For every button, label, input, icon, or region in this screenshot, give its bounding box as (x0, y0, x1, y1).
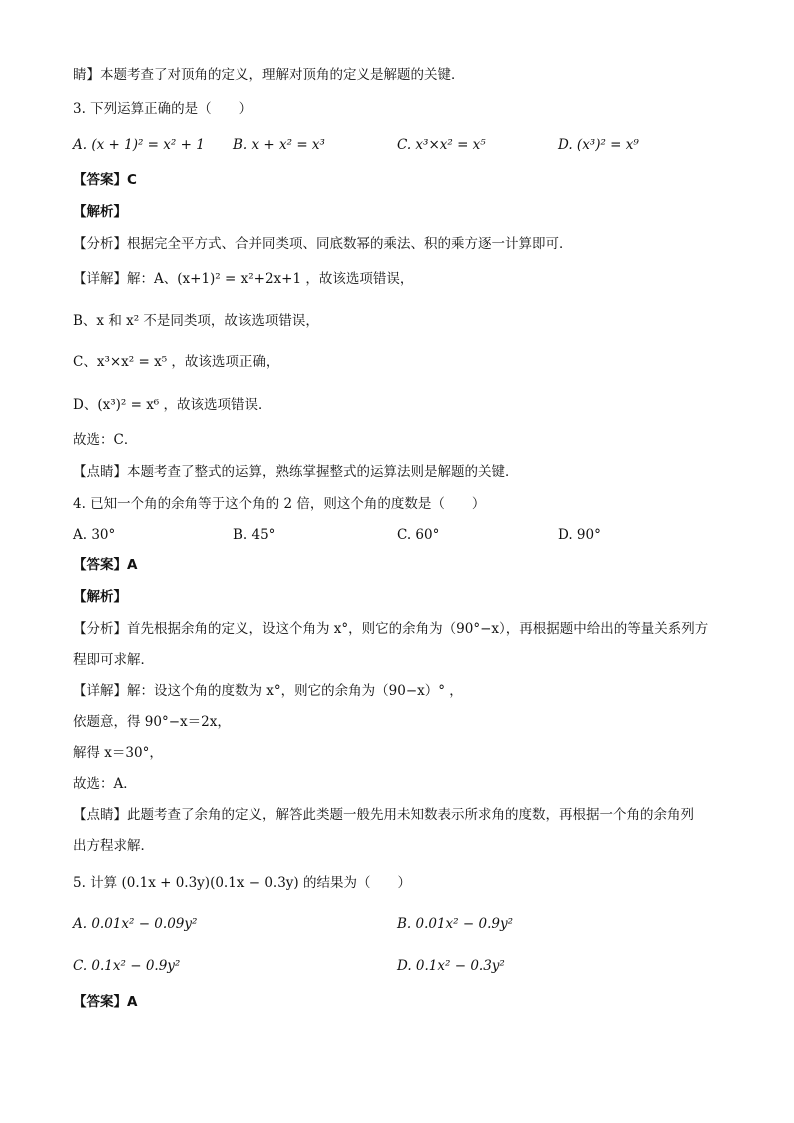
q4-tip-line-2: 出方程求解． (73, 838, 154, 854)
q4-option-c: C. 60° (397, 527, 440, 543)
q4-solution: 解得 x＝30°， (73, 745, 163, 761)
q4-detail: 【详解】解：设这个角的度数为 x°，则它的余角为（90−x）° ， (73, 683, 463, 699)
q4-analysis-heading: 【解析】 (73, 589, 127, 605)
q4-option-d: D. 90° (558, 527, 601, 543)
q3-analysis-heading: 【解析】 (73, 204, 127, 220)
question-3-stem: 3. 下列运算正确的是（ ） (73, 101, 253, 117)
q5-answer: 【答案】A (73, 994, 138, 1010)
q3-detail-d: D、(x³)² = x⁶ ，故该选项错误． (73, 397, 272, 413)
q3-answer: 【答案】C (73, 172, 137, 188)
q5-option-d: D. 0.1x² − 0.3y² (397, 958, 505, 974)
q3-analysis-text: 【分析】根据完全平方式、合并同类项、同底数幂的乘法、积的乘方逐一计算即可． (73, 236, 573, 252)
question-5-stem: 5. 计算 (0.1x + 0.3y)(0.1x − 0.3y) 的结果为（ ） (73, 875, 411, 891)
q3-option-c: C. x³×x² = x⁵ (397, 137, 486, 153)
q4-option-b: B. 45° (233, 527, 276, 543)
q3-detail-a: 【详解】解：A、(x+1)² = x²+2x+1 ，故该选项错误， (73, 271, 414, 287)
q4-tip-line-1: 【点睛】此题考查了余角的定义，解答此类题一般先用未知数表示所求角的度数，再根据一个角的余角列 (73, 807, 694, 823)
q4-equation: 依题意，得 90°−x＝2x， (73, 714, 231, 730)
question-4-stem: 4. 已知一个角的余角等于这个角的 2 倍，则这个角的度数是（ ） (73, 496, 486, 512)
q3-option-d: D. (x³)² = x⁹ (558, 137, 639, 153)
q4-option-a: A. 30° (73, 527, 116, 543)
q4-analysis-line-1: 【分析】首先根据余角的定义，设这个角为 x°，则它的余角为（90°−x），再根据题中给出的等量关系列方 (73, 621, 709, 637)
q3-choice: 故选：C． (73, 432, 138, 448)
q3-option-b: B. x + x² = x³ (233, 137, 325, 153)
previous-tip-text: 睛】本题考查了对顶角的定义，理解对顶角的定义是解题的关键． (73, 67, 465, 83)
q4-answer: 【答案】A (73, 557, 138, 573)
q4-analysis-line-2: 程即可求解． (73, 652, 154, 668)
q4-choice: 故选：A． (73, 776, 137, 792)
q5-option-b: B. 0.01x² − 0.9y² (397, 916, 513, 932)
q3-option-a: A. (x + 1)² = x² + 1 (73, 137, 205, 153)
q5-option-a: A. 0.01x² − 0.09y² (73, 916, 198, 932)
q3-detail-b: B、x 和 x² 不是同类项，故该选项错误， (73, 313, 319, 329)
q3-detail-c: C、x³×x² = x⁵ ，故该选项正确， (73, 354, 280, 370)
q3-tip: 【点睛】本题考查了整式的运算，熟练掌握整式的运算法则是解题的关键． (73, 464, 519, 480)
q5-option-c: C. 0.1x² − 0.9y² (73, 958, 181, 974)
